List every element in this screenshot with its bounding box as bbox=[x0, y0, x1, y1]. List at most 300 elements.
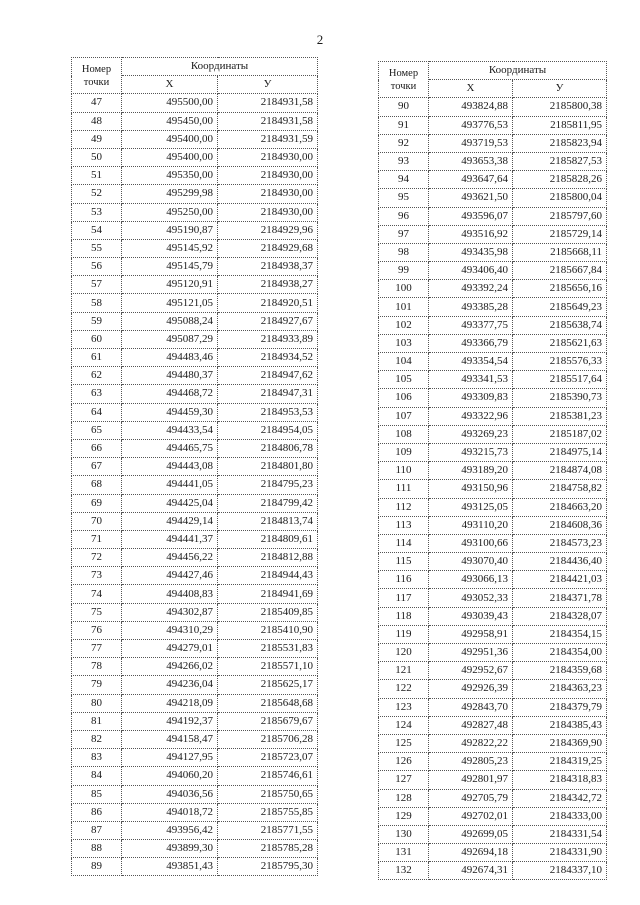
table-row bbox=[72, 403, 318, 421]
table-row bbox=[379, 589, 607, 607]
table-row bbox=[72, 276, 318, 294]
x-coordinate-cell: 493366,79 bbox=[429, 334, 513, 352]
y-coordinate-cell: 2185409,85 bbox=[218, 603, 318, 621]
table-row bbox=[72, 385, 318, 403]
point-number-cell: 79 bbox=[72, 676, 122, 694]
y-coordinate-cell: 2185797,60 bbox=[513, 207, 607, 225]
table-row bbox=[72, 549, 318, 567]
y-coordinate-cell: 2184799,42 bbox=[218, 494, 318, 512]
x-coordinate-cell: 492827,48 bbox=[429, 716, 513, 734]
x-coordinate-cell: 494060,20 bbox=[122, 767, 218, 785]
x-coordinate-cell: 494218,09 bbox=[122, 694, 218, 712]
point-number-cell: 88 bbox=[72, 840, 122, 858]
point-number-cell: 90 bbox=[379, 98, 429, 116]
y-coordinate-cell: 2184331,90 bbox=[513, 844, 607, 862]
table-row bbox=[379, 553, 607, 571]
x-coordinate-cell: 493215,73 bbox=[429, 443, 513, 461]
table-row bbox=[379, 353, 607, 371]
point-number-cell: 70 bbox=[72, 512, 122, 530]
table-row bbox=[72, 567, 318, 585]
point-number-cell: 128 bbox=[379, 789, 429, 807]
point-number-cell: 101 bbox=[379, 298, 429, 316]
point-number-cell: 95 bbox=[379, 189, 429, 207]
table-row bbox=[72, 494, 318, 512]
table-row bbox=[379, 316, 607, 334]
table-row bbox=[72, 621, 318, 639]
page-number: 2 bbox=[316, 32, 324, 47]
table-row bbox=[72, 221, 318, 239]
y-coordinate-cell: 2184874,08 bbox=[513, 462, 607, 480]
point-number-cell: 89 bbox=[72, 858, 122, 876]
x-coordinate-cell: 495120,91 bbox=[122, 276, 218, 294]
y-header: У bbox=[218, 76, 318, 94]
coordinates-table-right bbox=[378, 61, 607, 880]
point-number-cell: 83 bbox=[72, 749, 122, 767]
table-row bbox=[379, 644, 607, 662]
point-number-cell: 53 bbox=[72, 203, 122, 221]
y-coordinate-cell: 2184758,82 bbox=[513, 480, 607, 498]
point-number-cell: 105 bbox=[379, 371, 429, 389]
table-row bbox=[379, 498, 607, 516]
table-row bbox=[379, 625, 607, 643]
point-number-cell: 113 bbox=[379, 516, 429, 534]
y-coordinate-cell: 2185381,23 bbox=[513, 407, 607, 425]
table-row bbox=[379, 789, 607, 807]
y-coordinate-cell: 2185648,68 bbox=[218, 694, 318, 712]
point-number-cell: 86 bbox=[72, 803, 122, 821]
table-row bbox=[72, 658, 318, 676]
y-coordinate-cell: 2184929,96 bbox=[218, 221, 318, 239]
x-coordinate-cell: 495450,00 bbox=[122, 112, 218, 130]
y-coordinate-cell: 2185811,95 bbox=[513, 116, 607, 134]
table-row bbox=[72, 439, 318, 457]
y-coordinate-cell: 2184920,51 bbox=[218, 294, 318, 312]
y-coordinate-cell: 2184947,62 bbox=[218, 367, 318, 385]
x-coordinate-cell: 494425,04 bbox=[122, 494, 218, 512]
table-row bbox=[379, 243, 607, 261]
x-coordinate-cell: 493851,43 bbox=[122, 858, 218, 876]
point-number-cell: 87 bbox=[72, 821, 122, 839]
table-body-right bbox=[379, 98, 607, 880]
x-coordinate-cell: 492801,97 bbox=[429, 771, 513, 789]
x-coordinate-cell: 493392,24 bbox=[429, 280, 513, 298]
point-number-cell: 126 bbox=[379, 753, 429, 771]
point-number-cell: 78 bbox=[72, 658, 122, 676]
x-coordinate-cell: 493516,92 bbox=[429, 225, 513, 243]
x-header: X bbox=[122, 76, 218, 94]
table-row bbox=[72, 239, 318, 257]
x-coordinate-cell: 493039,43 bbox=[429, 607, 513, 625]
table-row bbox=[379, 116, 607, 134]
table-row bbox=[72, 512, 318, 530]
y-coordinate-cell: 2184663,20 bbox=[513, 498, 607, 516]
y-coordinate-cell: 2184930,00 bbox=[218, 148, 318, 166]
x-coordinate-cell: 495190,87 bbox=[122, 221, 218, 239]
table-row bbox=[379, 371, 607, 389]
table-row bbox=[379, 734, 607, 752]
point-number-cell: 129 bbox=[379, 807, 429, 825]
y-coordinate-cell: 2184379,79 bbox=[513, 698, 607, 716]
x-coordinate-cell: 495400,00 bbox=[122, 130, 218, 148]
x-coordinate-cell: 493269,23 bbox=[429, 425, 513, 443]
y-coordinate-cell: 2185187,02 bbox=[513, 425, 607, 443]
table-row bbox=[379, 825, 607, 843]
table-row bbox=[72, 476, 318, 494]
table-row bbox=[72, 294, 318, 312]
table-row bbox=[72, 458, 318, 476]
table-row bbox=[379, 425, 607, 443]
point-number-cell: 107 bbox=[379, 407, 429, 425]
point-number-cell: 66 bbox=[72, 439, 122, 457]
x-coordinate-cell: 493189,20 bbox=[429, 462, 513, 480]
y-coordinate-cell: 2184931,59 bbox=[218, 130, 318, 148]
x-coordinate-cell: 492958,91 bbox=[429, 625, 513, 643]
y-coordinate-cell: 2185649,23 bbox=[513, 298, 607, 316]
point-number-cell: 81 bbox=[72, 712, 122, 730]
x-coordinate-cell: 493956,42 bbox=[122, 821, 218, 839]
table-row bbox=[379, 862, 607, 880]
point-number-cell: 118 bbox=[379, 607, 429, 625]
y-coordinate-cell: 2185571,10 bbox=[218, 658, 318, 676]
y-coordinate-cell: 2184342,72 bbox=[513, 789, 607, 807]
y-coordinate-cell: 2184938,27 bbox=[218, 276, 318, 294]
x-coordinate-cell: 495088,24 bbox=[122, 312, 218, 330]
table-row bbox=[379, 753, 607, 771]
table-row bbox=[379, 298, 607, 316]
y-coordinate-cell: 2184930,00 bbox=[218, 167, 318, 185]
point-number-cell: 93 bbox=[379, 152, 429, 170]
point-number-cell: 55 bbox=[72, 239, 122, 257]
table-row bbox=[379, 844, 607, 862]
point-number-cell: 74 bbox=[72, 585, 122, 603]
y-coordinate-cell: 2185755,85 bbox=[218, 803, 318, 821]
y-coordinate-cell: 2184947,31 bbox=[218, 385, 318, 403]
x-coordinate-cell: 492674,31 bbox=[429, 862, 513, 880]
y-coordinate-cell: 2184573,23 bbox=[513, 534, 607, 552]
x-coordinate-cell: 493125,05 bbox=[429, 498, 513, 516]
x-coordinate-cell: 492952,67 bbox=[429, 662, 513, 680]
y-coordinate-cell: 2184333,00 bbox=[513, 807, 607, 825]
table-row bbox=[379, 571, 607, 589]
y-coordinate-cell: 2184369,90 bbox=[513, 734, 607, 752]
table-row bbox=[379, 807, 607, 825]
x-coordinate-cell: 494236,04 bbox=[122, 676, 218, 694]
point-number-cell: 94 bbox=[379, 171, 429, 189]
x-coordinate-cell: 493070,40 bbox=[429, 553, 513, 571]
y-coordinate-cell: 2185517,64 bbox=[513, 371, 607, 389]
y-header: У bbox=[513, 80, 607, 98]
y-coordinate-cell: 2185706,28 bbox=[218, 730, 318, 748]
x-coordinate-cell: 493824,88 bbox=[429, 98, 513, 116]
y-coordinate-cell: 2185638,74 bbox=[513, 316, 607, 334]
x-coordinate-cell: 494310,29 bbox=[122, 621, 218, 639]
table-row bbox=[72, 530, 318, 548]
point-number-cell: 120 bbox=[379, 644, 429, 662]
y-coordinate-cell: 2184436,40 bbox=[513, 553, 607, 571]
table-row bbox=[379, 98, 607, 116]
table-row bbox=[72, 367, 318, 385]
y-coordinate-cell: 2185827,53 bbox=[513, 152, 607, 170]
y-coordinate-cell: 2185723,07 bbox=[218, 749, 318, 767]
y-coordinate-cell: 2184931,58 bbox=[218, 94, 318, 112]
coordinates-header: Координаты bbox=[429, 62, 607, 80]
table-row bbox=[379, 516, 607, 534]
x-coordinate-cell: 492805,23 bbox=[429, 753, 513, 771]
point-number-cell: 98 bbox=[379, 243, 429, 261]
y-coordinate-cell: 2184385,43 bbox=[513, 716, 607, 734]
x-coordinate-cell: 494408,83 bbox=[122, 585, 218, 603]
table-row bbox=[379, 171, 607, 189]
point-number-header: Номер точки bbox=[72, 58, 122, 94]
x-coordinate-cell: 493110,20 bbox=[429, 516, 513, 534]
table-row bbox=[72, 330, 318, 348]
table-row bbox=[379, 189, 607, 207]
y-coordinate-cell: 2184331,54 bbox=[513, 825, 607, 843]
point-number-cell: 62 bbox=[72, 367, 122, 385]
table-row bbox=[72, 585, 318, 603]
point-number-cell: 99 bbox=[379, 262, 429, 280]
y-coordinate-cell: 2184941,69 bbox=[218, 585, 318, 603]
x-coordinate-cell: 494441,37 bbox=[122, 530, 218, 548]
y-coordinate-cell: 2184938,37 bbox=[218, 258, 318, 276]
table-row bbox=[72, 676, 318, 694]
point-number-cell: 58 bbox=[72, 294, 122, 312]
point-number-cell: 68 bbox=[72, 476, 122, 494]
table-row bbox=[72, 785, 318, 803]
x-coordinate-cell: 494302,87 bbox=[122, 603, 218, 621]
x-coordinate-cell: 493377,75 bbox=[429, 316, 513, 334]
table-row bbox=[379, 389, 607, 407]
table-row bbox=[379, 607, 607, 625]
point-number-cell: 108 bbox=[379, 425, 429, 443]
y-coordinate-cell: 2184933,89 bbox=[218, 330, 318, 348]
point-number-cell: 109 bbox=[379, 443, 429, 461]
coordinates-table-left bbox=[71, 57, 318, 876]
point-number-cell: 112 bbox=[379, 498, 429, 516]
x-coordinate-cell: 494483,46 bbox=[122, 349, 218, 367]
point-number-cell: 97 bbox=[379, 225, 429, 243]
x-coordinate-cell: 494192,37 bbox=[122, 712, 218, 730]
point-number-cell: 69 bbox=[72, 494, 122, 512]
table-row bbox=[72, 730, 318, 748]
y-coordinate-cell: 2184319,25 bbox=[513, 753, 607, 771]
table-row bbox=[379, 771, 607, 789]
x-coordinate-cell: 493899,30 bbox=[122, 840, 218, 858]
point-number-header: Номер точки bbox=[379, 62, 429, 98]
y-coordinate-cell: 2184363,23 bbox=[513, 680, 607, 698]
x-header: X bbox=[429, 80, 513, 98]
y-coordinate-cell: 2184806,78 bbox=[218, 439, 318, 457]
y-coordinate-cell: 2185621,63 bbox=[513, 334, 607, 352]
table-row bbox=[72, 821, 318, 839]
table-row bbox=[72, 840, 318, 858]
y-coordinate-cell: 2184812,88 bbox=[218, 549, 318, 567]
point-number-cell: 131 bbox=[379, 844, 429, 862]
x-coordinate-cell: 493385,28 bbox=[429, 298, 513, 316]
x-coordinate-cell: 494443,08 bbox=[122, 458, 218, 476]
table-row bbox=[72, 640, 318, 658]
point-number-cell: 49 bbox=[72, 130, 122, 148]
x-coordinate-cell: 492699,05 bbox=[429, 825, 513, 843]
table-row bbox=[379, 334, 607, 352]
table-row bbox=[379, 534, 607, 552]
point-number-cell: 56 bbox=[72, 258, 122, 276]
table-row bbox=[72, 349, 318, 367]
point-number-cell: 104 bbox=[379, 353, 429, 371]
y-coordinate-cell: 2185800,38 bbox=[513, 98, 607, 116]
y-coordinate-cell: 2184813,74 bbox=[218, 512, 318, 530]
x-coordinate-cell: 494266,02 bbox=[122, 658, 218, 676]
y-coordinate-cell: 2185390,73 bbox=[513, 389, 607, 407]
table-row bbox=[379, 480, 607, 498]
x-coordinate-cell: 493596,07 bbox=[429, 207, 513, 225]
point-number-cell: 76 bbox=[72, 621, 122, 639]
x-coordinate-cell: 494429,14 bbox=[122, 512, 218, 530]
y-coordinate-cell: 2185656,16 bbox=[513, 280, 607, 298]
point-number-cell: 51 bbox=[72, 167, 122, 185]
x-coordinate-cell: 495087,29 bbox=[122, 330, 218, 348]
x-coordinate-cell: 493066,13 bbox=[429, 571, 513, 589]
point-number-cell: 115 bbox=[379, 553, 429, 571]
x-coordinate-cell: 493776,53 bbox=[429, 116, 513, 134]
table-row bbox=[379, 680, 607, 698]
x-coordinate-cell: 495400,00 bbox=[122, 148, 218, 166]
y-coordinate-cell: 2185410,90 bbox=[218, 621, 318, 639]
point-number-cell: 102 bbox=[379, 316, 429, 334]
x-coordinate-cell: 495121,05 bbox=[122, 294, 218, 312]
point-number-cell: 96 bbox=[379, 207, 429, 225]
table-row bbox=[72, 185, 318, 203]
point-number-cell: 122 bbox=[379, 680, 429, 698]
table-row bbox=[72, 112, 318, 130]
point-number-cell: 103 bbox=[379, 334, 429, 352]
y-coordinate-cell: 2184337,10 bbox=[513, 862, 607, 880]
y-coordinate-cell: 2185679,67 bbox=[218, 712, 318, 730]
y-coordinate-cell: 2184944,43 bbox=[218, 567, 318, 585]
x-coordinate-cell: 494427,46 bbox=[122, 567, 218, 585]
y-coordinate-cell: 2184359,68 bbox=[513, 662, 607, 680]
table-row bbox=[72, 203, 318, 221]
table-row bbox=[72, 258, 318, 276]
point-number-cell: 48 bbox=[72, 112, 122, 130]
table-row bbox=[379, 407, 607, 425]
y-coordinate-cell: 2185800,04 bbox=[513, 189, 607, 207]
table-row bbox=[72, 421, 318, 439]
x-coordinate-cell: 494465,75 bbox=[122, 439, 218, 457]
table-row bbox=[379, 698, 607, 716]
point-number-cell: 117 bbox=[379, 589, 429, 607]
y-coordinate-cell: 2185795,30 bbox=[218, 858, 318, 876]
point-number-cell: 119 bbox=[379, 625, 429, 643]
point-number-cell: 73 bbox=[72, 567, 122, 585]
point-number-cell: 132 bbox=[379, 862, 429, 880]
table-body-left bbox=[72, 94, 318, 876]
table-row bbox=[379, 462, 607, 480]
point-number-cell: 91 bbox=[379, 116, 429, 134]
x-coordinate-cell: 492822,22 bbox=[429, 734, 513, 752]
x-coordinate-cell: 494441,05 bbox=[122, 476, 218, 494]
point-number-cell: 52 bbox=[72, 185, 122, 203]
y-coordinate-cell: 2184328,07 bbox=[513, 607, 607, 625]
point-number-cell: 63 bbox=[72, 385, 122, 403]
y-coordinate-cell: 2184931,58 bbox=[218, 112, 318, 130]
table-row bbox=[72, 767, 318, 785]
x-coordinate-cell: 492702,01 bbox=[429, 807, 513, 825]
point-number-cell: 80 bbox=[72, 694, 122, 712]
table-row bbox=[379, 280, 607, 298]
x-coordinate-cell: 492926,39 bbox=[429, 680, 513, 698]
point-number-cell: 125 bbox=[379, 734, 429, 752]
y-coordinate-cell: 2185729,14 bbox=[513, 225, 607, 243]
x-coordinate-cell: 492843,70 bbox=[429, 698, 513, 716]
point-number-cell: 60 bbox=[72, 330, 122, 348]
x-coordinate-cell: 493435,98 bbox=[429, 243, 513, 261]
y-coordinate-cell: 2184954,05 bbox=[218, 421, 318, 439]
point-number-cell: 85 bbox=[72, 785, 122, 803]
point-number-cell: 111 bbox=[379, 480, 429, 498]
y-coordinate-cell: 2185771,55 bbox=[218, 821, 318, 839]
x-coordinate-cell: 493322,96 bbox=[429, 407, 513, 425]
point-number-cell: 75 bbox=[72, 603, 122, 621]
table-row bbox=[379, 207, 607, 225]
x-coordinate-cell: 493052,33 bbox=[429, 589, 513, 607]
table-row bbox=[72, 858, 318, 876]
y-coordinate-cell: 2184354,00 bbox=[513, 644, 607, 662]
point-number-cell: 64 bbox=[72, 403, 122, 421]
point-number-cell: 59 bbox=[72, 312, 122, 330]
y-coordinate-cell: 2184795,23 bbox=[218, 476, 318, 494]
point-number-cell: 106 bbox=[379, 389, 429, 407]
table-row bbox=[72, 712, 318, 730]
x-coordinate-cell: 495145,92 bbox=[122, 239, 218, 257]
table-row bbox=[72, 130, 318, 148]
point-number-cell: 100 bbox=[379, 280, 429, 298]
y-coordinate-cell: 2185823,94 bbox=[513, 134, 607, 152]
y-coordinate-cell: 2184929,68 bbox=[218, 239, 318, 257]
table-row bbox=[379, 662, 607, 680]
x-coordinate-cell: 493406,40 bbox=[429, 262, 513, 280]
y-coordinate-cell: 2185576,33 bbox=[513, 353, 607, 371]
x-coordinate-cell: 493341,53 bbox=[429, 371, 513, 389]
x-coordinate-cell: 493354,54 bbox=[429, 353, 513, 371]
y-coordinate-cell: 2184421,03 bbox=[513, 571, 607, 589]
y-coordinate-cell: 2185746,61 bbox=[218, 767, 318, 785]
point-number-cell: 47 bbox=[72, 94, 122, 112]
table-row bbox=[72, 694, 318, 712]
x-coordinate-cell: 492951,36 bbox=[429, 644, 513, 662]
x-coordinate-cell: 495350,00 bbox=[122, 167, 218, 185]
y-coordinate-cell: 2185750,65 bbox=[218, 785, 318, 803]
y-coordinate-cell: 2184930,00 bbox=[218, 203, 318, 221]
table-row bbox=[72, 312, 318, 330]
point-number-cell: 127 bbox=[379, 771, 429, 789]
table-row bbox=[379, 152, 607, 170]
y-coordinate-cell: 2184371,78 bbox=[513, 589, 607, 607]
x-coordinate-cell: 492694,18 bbox=[429, 844, 513, 862]
y-coordinate-cell: 2184975,14 bbox=[513, 443, 607, 461]
x-coordinate-cell: 495500,00 bbox=[122, 94, 218, 112]
x-coordinate-cell: 493653,38 bbox=[429, 152, 513, 170]
point-number-cell: 114 bbox=[379, 534, 429, 552]
x-coordinate-cell: 494456,22 bbox=[122, 549, 218, 567]
y-coordinate-cell: 2185668,11 bbox=[513, 243, 607, 261]
x-coordinate-cell: 493100,66 bbox=[429, 534, 513, 552]
table-row bbox=[379, 443, 607, 461]
y-coordinate-cell: 2184354,15 bbox=[513, 625, 607, 643]
point-number-cell: 82 bbox=[72, 730, 122, 748]
y-coordinate-cell: 2184801,80 bbox=[218, 458, 318, 476]
y-coordinate-cell: 2184608,36 bbox=[513, 516, 607, 534]
